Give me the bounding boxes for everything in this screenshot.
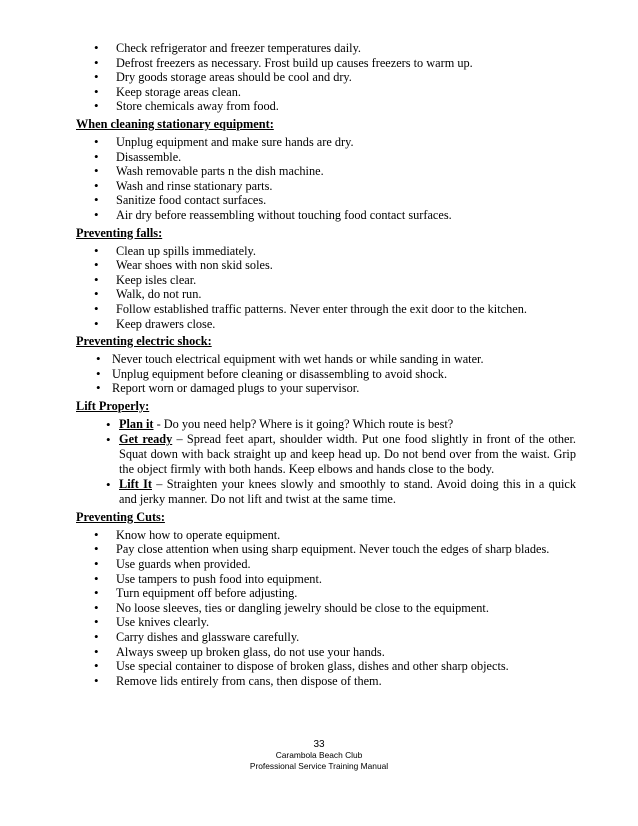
list-item: • Keep isles clear.: [76, 273, 576, 288]
list-item: • Check refrigerator and freezer temperatures daily.: [76, 41, 576, 56]
list-item: • Sanitize food contact surfaces.: [76, 193, 576, 208]
page-footer: [0, 739, 638, 772]
list-item: • Wash and rinse stationary parts.: [76, 179, 576, 194]
lift-list: [76, 417, 576, 507]
heading-cleaning: When cleaning stationary equipment:: [76, 116, 274, 131]
lift-item-lift: [76, 477, 576, 507]
list-item: • Use knives clearly.: [76, 615, 576, 630]
heading-cuts: Preventing Cuts:: [76, 509, 165, 524]
list-item: • Wear shoes with non skid soles.: [76, 258, 576, 273]
lift-text: – Straighten your knees slowly and smoothly to stand. Avoid doing this in a quick and jerky manner. Do not lift and twist at the same time.: [119, 476, 576, 506]
list-item: • Pay close attention when using sharp equipment. Never touch the edges of sharp blades.: [76, 542, 576, 557]
lift-text: - Do you need help? Where is it going? Which route is best?: [153, 416, 454, 431]
heading-falls: Preventing falls:: [76, 225, 163, 240]
list-item: • Follow established traffic patterns. Never enter through the exit door to the kitchen.: [76, 302, 576, 317]
list-item: • Never touch electrical equipment with wet hands or while sanding in water.: [76, 352, 576, 367]
list-item: • Always sweep up broken glass, do not use your hands.: [76, 645, 576, 660]
list-item: • Unplug equipment and make sure hands are dry.: [76, 135, 576, 150]
footer-manual: Professional Service Training Manual: [249, 761, 389, 771]
list-item: • Wash removable parts n the dish machine.: [76, 164, 576, 179]
list-item: • No loose sleeves, ties or dangling jewelry should be close to the equipment.: [76, 601, 576, 616]
list-item: • Use special container to dispose of broken glass, dishes and other sharp objects.: [76, 659, 576, 674]
list-item: • Remove lids entirely from cans, then dispose of them.: [76, 674, 576, 689]
list-item: • Air dry before reassembling without touching food contact surfaces.: [76, 208, 576, 223]
cleaning-list: [76, 135, 576, 223]
lift-item-ready: [76, 432, 576, 477]
list-item: • Unplug equipment before cleaning or disassembling to avoid shock.: [76, 367, 576, 382]
shock-list: [76, 352, 576, 396]
heading-shock: Preventing electric shock:: [76, 334, 212, 349]
cuts-list: [76, 528, 576, 689]
list-item: • Dry goods storage areas should be cool and dry.: [76, 70, 576, 85]
list-item: • Report worn or damaged plugs to your supervisor.: [76, 381, 576, 396]
list-item: • Defrost freezers as necessary. Frost build up causes freezers to warm up.: [76, 56, 576, 71]
list-item: • Clean up spills immediately.: [76, 244, 576, 259]
lift-item-plan: [76, 417, 576, 432]
list-item: • Store chemicals away from food.: [76, 99, 576, 114]
storage-list: [76, 41, 576, 114]
list-item: • Walk, do not run.: [76, 287, 576, 302]
falls-list: [76, 244, 576, 332]
list-item: • Use tampers to push food into equipment.: [76, 572, 576, 587]
lift-text: – Spread feet apart, shoulder width. Put one food slightly in front of the other. Squat down with back straight up and keep head up. Do not bend over from the waist. Grip the object firmly with both hands. Keep elbows and hands close to the body.: [119, 431, 576, 476]
list-item: • Keep drawers close.: [76, 317, 576, 332]
lift-label: Plan it: [119, 416, 154, 431]
list-item: • Turn equipment off before adjusting.: [76, 586, 576, 601]
list-item: • Disassemble.: [76, 150, 576, 165]
footer-org: Carambola Beach Club: [275, 750, 363, 760]
lift-label: Get ready: [119, 431, 173, 446]
page-content: [76, 41, 576, 688]
list-item: • Keep storage areas clean.: [76, 85, 576, 100]
page-number: 33: [313, 739, 325, 750]
list-item: • Know how to operate equipment.: [76, 528, 576, 543]
heading-lift: Lift Properly:: [76, 398, 150, 413]
lift-label: Lift It: [119, 476, 152, 491]
list-item: • Use guards when provided.: [76, 557, 576, 572]
list-item: • Carry dishes and glassware carefully.: [76, 630, 576, 645]
